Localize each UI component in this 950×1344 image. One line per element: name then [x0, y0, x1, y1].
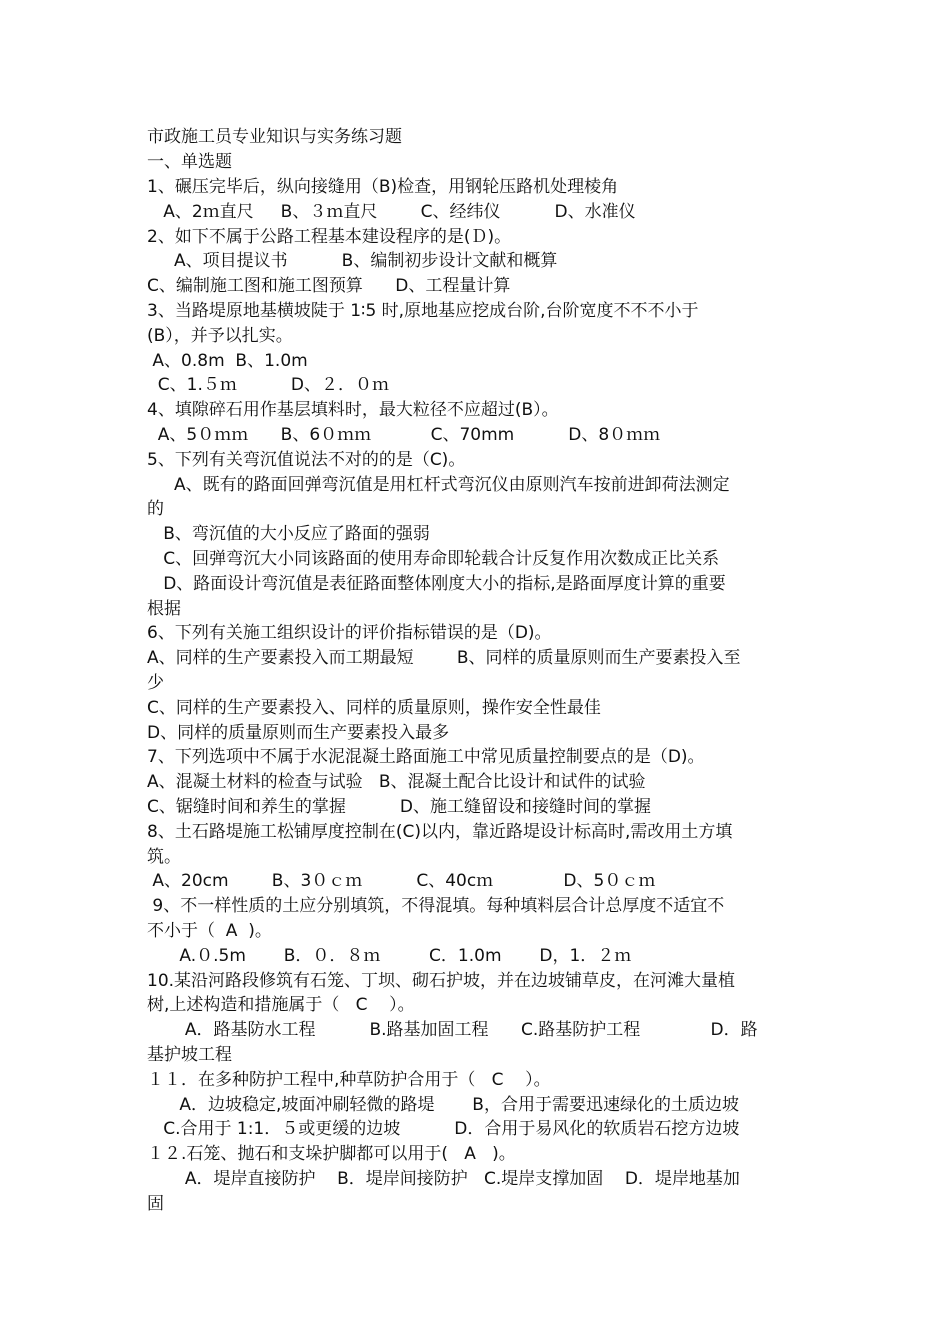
text-line: 10.某沿河路段修筑有石笼、丁坝、砌石护坡，并在边坡铺草皮，在河滩大量植	[147, 971, 736, 991]
text-line: A、20cm B、3０ｃｍ C、40cｍ D、5０ｃｍ	[147, 871, 656, 891]
text-line: 根据	[147, 599, 181, 619]
text-line: A．路基防水工程 B.路基加固工程 C.路基防护工程 D．路	[147, 1020, 758, 1040]
text-line: 7、下列选项中不属于水泥混凝土路面施工中常见质量控制要点的是（D)。	[147, 747, 705, 767]
text-line: 少	[147, 673, 164, 693]
text-line: 筑。	[147, 847, 181, 867]
text-line: A．堤岸直接防护 B．堤岸间接防护 C.堤岸支撑加固 D．堤岸地基加	[147, 1169, 740, 1189]
text-line: A、同样的生产要素投入而工期最短 B、同样的质量原则而生产要素投入至	[147, 648, 741, 668]
text-line: 3、当路堤原地基横坡陡于 1∶5 时,原地基应挖成台阶,台阶宽度不不不小于	[147, 301, 699, 321]
text-line: C、1.５ｍ D、２．０ｍ	[147, 375, 390, 395]
text-line: A．边坡稳定,坡面冲刷轻微的路堤 B，合用于需要迅速绿化的土质边坡	[147, 1095, 739, 1115]
text-line: 树,上述构造和措施属于（ C ）。	[147, 995, 415, 1015]
text-line: C、编制施工图和施工图预算 D、工程量计算	[147, 276, 511, 296]
text-line: C.合用于 1:1．５或更缓的边坡 D．合用于易风化的软质岩石挖方边坡	[147, 1119, 740, 1139]
text-line: C、同样的生产要素投入、同样的质量原则，操作安全性最佳	[147, 698, 601, 718]
text-line: 4、填隙碎石用作基层填料时，最大粒径不应超过(B）。	[147, 400, 559, 420]
text-line: A、2ｍ直尺 B、３ｍ直尺 C、经纬仪 D、水准仪	[147, 202, 636, 222]
text-line: B、弯沉值的大小反应了路面的强弱	[147, 524, 430, 544]
text-line: A、0.8m B、1.0m	[147, 351, 308, 371]
text-line: 基护坡工程	[147, 1045, 232, 1065]
text-line: A、既有的路面回弹弯沉值是用杠杆式弯沉仪由原则汽车按前进卸荷法测定	[147, 475, 730, 495]
text-line: 9、不一样性质的土应分别填筑，不得混填。每种填料层合计总厚度不适宜不	[147, 896, 725, 916]
text-line: 1、碾压完毕后，纵向接缝用（B)检查，用钢轮压路机处理棱角	[147, 177, 619, 197]
text-line: 8、土石路堤施工松铺厚度控制在(C)以内，靠近路堤设计标高时,需改用土方填	[147, 822, 733, 842]
text-line: D、路面设计弯沉值是表征路面整体刚度大小的指标,是路面厚度计算的重要	[147, 574, 726, 594]
text-line: (B），并予以扎实。	[147, 326, 293, 346]
text-line: 5、下列有关弯沉值说法不对的的是（C)。	[147, 450, 466, 470]
text-line: D、同样的质量原则而生产要素投入最多	[147, 723, 450, 743]
section-heading: 一、单选题	[147, 152, 232, 172]
text-line: A、混凝土材料的检查与试验 B、混凝土配合比设计和试件的试验	[147, 772, 646, 792]
text-line: C、回弹弯沉大小同该路面的使用寿命即轮载合计反复作用次数成正比关系	[147, 549, 720, 569]
text-line: 不小于（ A )。	[147, 921, 272, 941]
text-line: １２.石笼、抛石和支垛护脚都可以用于( A )。	[147, 1144, 516, 1164]
text-line: 6、下列有关施工组织设计的评价指标错误的是（D)。	[147, 623, 552, 643]
text-line: A.０.5m B．０．８ｍ C．1.0m D，1．２ｍ	[147, 946, 632, 966]
text-line: A、项目提议书 B、编制初步设计文献和概算	[147, 251, 558, 271]
text-line: 2、如下不属于公路工程基本建设程序的是(Ｄ)。	[147, 227, 512, 247]
text-line: １１．在多种防护工程中,种草防护合用于（ C ）。	[147, 1070, 551, 1090]
text-line: A、5０ｍｍ B、6０ｍｍ C、70mm D、8０ｍｍ	[147, 425, 661, 445]
document-title: 市政施工员专业知识与实务练习题	[147, 127, 402, 147]
text-line: 的	[147, 499, 164, 519]
text-line: 固	[147, 1194, 164, 1214]
text-line: C、锯缝时间和养生的掌握 D、施工缝留设和接缝时间的掌握	[147, 797, 651, 817]
